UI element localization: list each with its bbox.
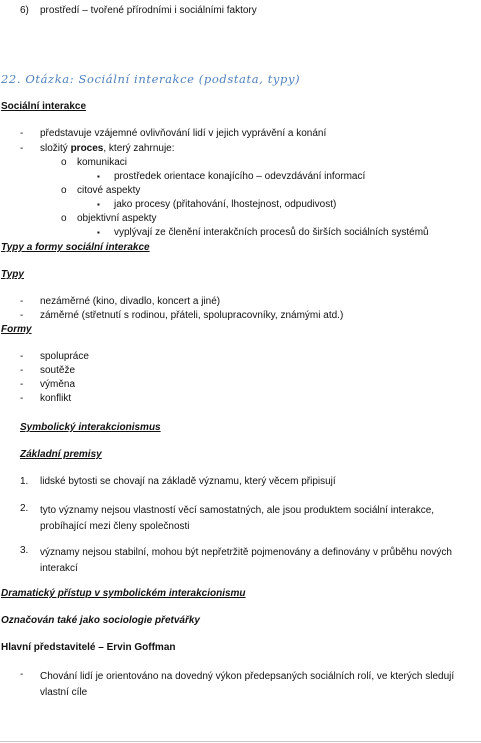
subsection-title-premises: Základní premisy xyxy=(20,449,102,460)
subtitle-sociology: Označován také jako sociologie přetvářky xyxy=(1,615,200,626)
bullet-dash: - xyxy=(20,143,24,154)
sub-sub-bullet-text: prostředek orientace konajícího – odevzdávání informací xyxy=(114,171,366,182)
page-edge xyxy=(0,741,481,742)
bullet-circle: o xyxy=(61,213,67,224)
sub-bullet-text: objektivní aspekty xyxy=(77,213,157,224)
sub-sub-bullet-text: vyplývají ze členění interakčních procesů do širších sociálních systémů xyxy=(114,227,429,238)
bullet-dash: - xyxy=(20,296,24,307)
bullet-text: výměna xyxy=(40,379,76,390)
section-title-social-interaction: Sociální interakce xyxy=(1,101,87,112)
bullet-square: ▪ xyxy=(97,228,100,237)
bullet-text: Chování lidí je orientováno na dovedný výkon předepsaných sociálních rolí, ve kterých sledují vlastní cíle xyxy=(40,671,455,698)
bullet-dash: - xyxy=(20,351,24,362)
bullet-dash: - xyxy=(20,669,24,680)
bullet-square: ▪ xyxy=(97,172,100,181)
bullet-dash: - xyxy=(20,379,24,390)
section-title-types-forms: Typy a formy sociální interakce xyxy=(1,242,150,253)
subsection-title-forms: Formy xyxy=(1,324,32,335)
list-item-text: prostředí – tvořené přírodními i sociálními faktory xyxy=(40,5,257,16)
bullet-text: konflikt xyxy=(40,393,72,404)
premise-text: tyto významy nejsou vlastností věcí samostatných, ale jsou produktem sociální interakce, probíhající mezi členy společnosti xyxy=(40,505,435,532)
section-title-dramatic: Dramatický přístup v symbolickém interakcionismu xyxy=(1,588,246,599)
list-number: 1. xyxy=(20,476,29,487)
bullet-text: soutěže xyxy=(40,365,76,376)
bullet-dash: - xyxy=(20,128,24,139)
premise-text: lidské bytosti se chovají na základě významu, který věcem připisují xyxy=(40,476,336,487)
bullet-text: záměrné (střetnutí s rodinou, přáteli, spolupracovníky, známými atd.) xyxy=(40,310,344,321)
subsection-title-types: Typy xyxy=(1,269,24,280)
bullet-dash: - xyxy=(20,310,24,321)
bullet-dash: - xyxy=(20,393,24,404)
list-number: 6) xyxy=(20,5,29,16)
bullet-circle: o xyxy=(61,157,67,168)
bullet-text: složitý proces, který zahrnuje: xyxy=(40,143,175,154)
bullet-circle: o xyxy=(61,185,67,196)
sub-bullet-text: komunikaci xyxy=(77,157,128,168)
question-heading: 22. Otázka: Sociální interakce (podstata, typy) xyxy=(1,72,301,86)
representatives-title: Hlavní představitelé – Ervin Goffman xyxy=(1,642,176,653)
bullet-dash: - xyxy=(20,365,24,376)
premise-text: významy nejsou stabilní, mohou být nepřetržitě pojmenovány a definovány v průběhu nových interakcí xyxy=(40,547,452,574)
section-title-symbolic: Symbolický interakcionismus xyxy=(20,422,161,433)
bullet-text: nezáměrné (kino, divadlo, koncert a jiné) xyxy=(40,296,221,307)
list-number: 3. xyxy=(20,545,29,556)
bullet-text: představuje vzájemné ovlivňování lidí v jejich vyprávění a konání xyxy=(40,128,327,139)
list-number: 2. xyxy=(20,503,29,514)
bullet-square: ▪ xyxy=(97,200,100,209)
bullet-text: spolupráce xyxy=(40,351,89,362)
sub-sub-bullet-text: jako procesy (přitahování, lhostejnost, odpudivost) xyxy=(114,199,337,210)
sub-bullet-text: citové aspekty xyxy=(77,185,141,196)
